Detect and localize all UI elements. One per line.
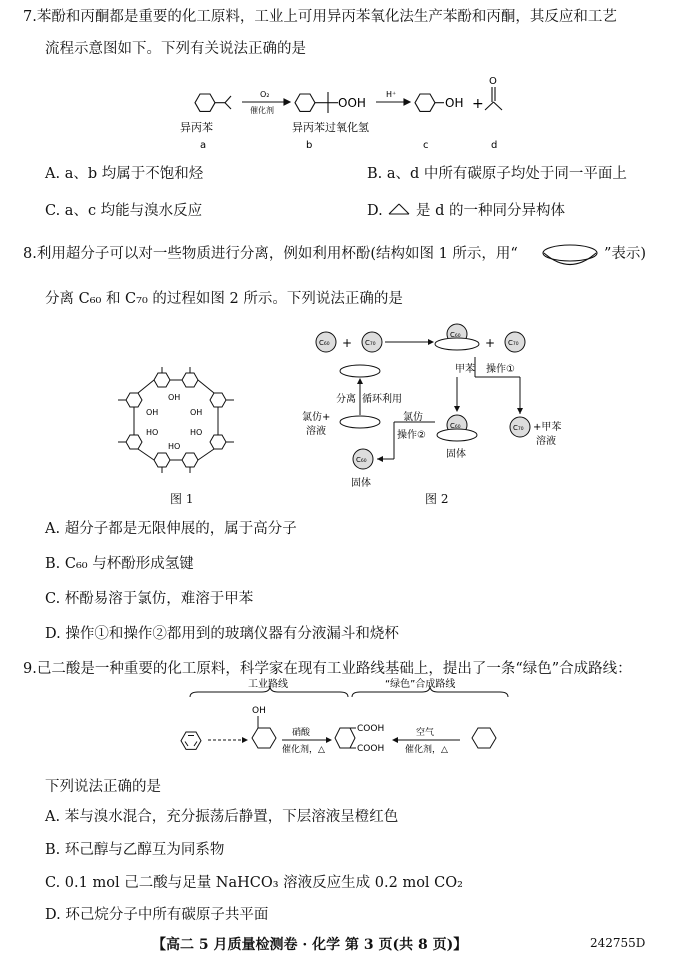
q7-letter-d: d (491, 140, 498, 151)
fig2-chloroform-solution-2: 溶液 (306, 426, 326, 437)
q8-option-d: D. 操作①和操作②都用到的玻璃仪器有分液漏斗和烧杯 (45, 626, 399, 642)
fig1-caption: 图 1 (170, 492, 194, 506)
q9-oh-label: OH (252, 706, 266, 716)
q7-stem-line1: 7.苯酚和丙酮都是重要的化工原料，工业上可用异丙苯氧化法生产苯酚和丙酮，其反应和工艺 (23, 9, 617, 25)
fig2-separate: 分离 (336, 394, 356, 405)
fig1-oh-1: OH (168, 393, 181, 402)
q8-stem-line1-end: ”表示) (604, 246, 647, 262)
paper-code: 242755D (590, 936, 646, 950)
fig2-c70-2: C₇₀ (508, 339, 519, 347)
q9-cooh-bottom: COOH (357, 744, 385, 754)
fig1-ho-2: HO (190, 428, 203, 437)
figure2-separation-flow (300, 322, 560, 492)
q9-prompt: 下列说法正确的是 (45, 779, 161, 795)
fig1-oh-3: OH (190, 408, 203, 417)
fig2-c60-2: C₆₀ (450, 331, 461, 339)
fig1-ho-1: HO (146, 428, 159, 437)
q8-option-a: A. 超分子都是无限伸展的，属于高分子 (45, 521, 297, 537)
fig2-c60-4: C₆₀ (356, 456, 367, 464)
fig2-chloroform: 氯仿 (403, 412, 423, 423)
fig2-caption: 图 2 (425, 492, 449, 506)
q9-synthesis-route (170, 680, 520, 780)
q7-option-d-text: 是 d 的一种同分异构体 (416, 203, 565, 219)
fig2-recycle: 循环利用 (362, 394, 402, 405)
figure1-calixarene (110, 365, 245, 475)
q7-name-b: 异丙苯过氧化氢 (292, 121, 369, 134)
q7-acid-label: H⁺ (386, 90, 397, 99)
q9-route-green: “绿色”合成路线 (385, 679, 456, 690)
q8-stem-line1: 8.利用超分子可以对一些物质进行分离，例如利用杯酚(结构如图 1 所示，用“ (23, 246, 518, 262)
q9-nitric-label: 硝酸 (292, 728, 311, 738)
fig2-c60-3: C₆₀ (450, 422, 461, 430)
q7-catalyst-label: 催化剂 (250, 106, 274, 115)
q9-option-a: A. 苯与溴水混合，充分振荡后静置，下层溶液呈橙红色 (45, 809, 399, 825)
q9-cat-heat-2: 催化剂，△ (405, 745, 448, 755)
q8-option-b: B. C₆₀ 与杯酚形成氢键 (45, 556, 194, 572)
fig2-op2: 操作② (397, 430, 426, 441)
fig2-plus-2: + (485, 336, 496, 350)
q7-plus: + (472, 96, 484, 112)
fig2-solid-1: 固体 (446, 449, 466, 460)
fig2-op1: 操作① (486, 364, 515, 375)
q7-letter-a: a (200, 140, 207, 151)
q8-option-c: C. 杯酚易溶于氯仿，难溶于甲苯 (45, 591, 254, 607)
q7-letter-b: b (306, 140, 313, 151)
fig2-solid-2: 固体 (351, 478, 371, 489)
fig2-c70-3: C₇₀ (513, 424, 524, 432)
q7-oh-label: OH (445, 96, 464, 110)
epoxide-icon (384, 198, 414, 220)
q9-option-b: B. 环己醇与乙醇互为同系物 (45, 842, 225, 858)
q7-o2-label: O₂ (260, 90, 270, 99)
q9-stem: 9.己二酸是一种重要的化工原料，科学家在现有工业路线基础上，提出了一条“绿色”合成路线： (23, 661, 632, 677)
q8-stem-line2: 分离 C₆₀ 和 C₇₀ 的过程如图 2 所示。下列说法正确的是 (45, 291, 403, 307)
q7-option-b: B. a、d 中所有碳原子均处于同一平面上 (367, 166, 627, 182)
q9-option-c: C. 0.1 mol 己二酸与足量 NaHCO₃ 溶液反应生成 0.2 mol CO₂ (45, 875, 463, 891)
q7-o-atom: O (489, 76, 497, 87)
fig1-ho-3: HO (168, 442, 181, 451)
fig2-toluene-solution-2: 溶液 (536, 436, 556, 447)
q7-option-d-prefix: D. (367, 203, 383, 219)
q9-route-industrial: 工业路线 (248, 679, 288, 690)
q7-letter-c: c (423, 140, 429, 151)
fig2-toluene-solution-1: +甲苯 (533, 422, 562, 433)
fig2-chloroform-solution-1: 氯仿+ (302, 412, 331, 423)
q7-stem-line2: 流程示意图如下。下列有关说法正确的是 (45, 41, 306, 57)
q7-reaction-scheme (180, 72, 520, 152)
fig2-toluene: 甲苯 (455, 364, 475, 375)
q7-name-a: 异丙苯 (180, 121, 213, 134)
q9-air-label: 空气 (416, 728, 435, 738)
q7-option-c: C. a、c 均能与溴水反应 (45, 203, 203, 219)
q9-option-d: D. 环己烷分子中所有碳原子共平面 (45, 907, 269, 923)
q9-cat-heat-1: 催化剂，△ (282, 745, 325, 755)
q9-cooh-top: COOH (357, 724, 385, 734)
calixarene-bowl-icon (540, 242, 600, 268)
page-footer: 【高二 5 月质量检测卷 · 化学 第 3 页(共 8 页)】 (152, 937, 468, 953)
fig2-c60-1: C₆₀ (319, 339, 330, 347)
q7-ooh-label: OOH (338, 96, 366, 110)
fig2-c70-1: C₇₀ (365, 339, 376, 347)
fig1-oh-2: OH (146, 408, 159, 417)
q7-option-a: A. a、b 均属于不饱和烃 (45, 166, 204, 182)
fig2-plus-1: + (342, 336, 353, 350)
